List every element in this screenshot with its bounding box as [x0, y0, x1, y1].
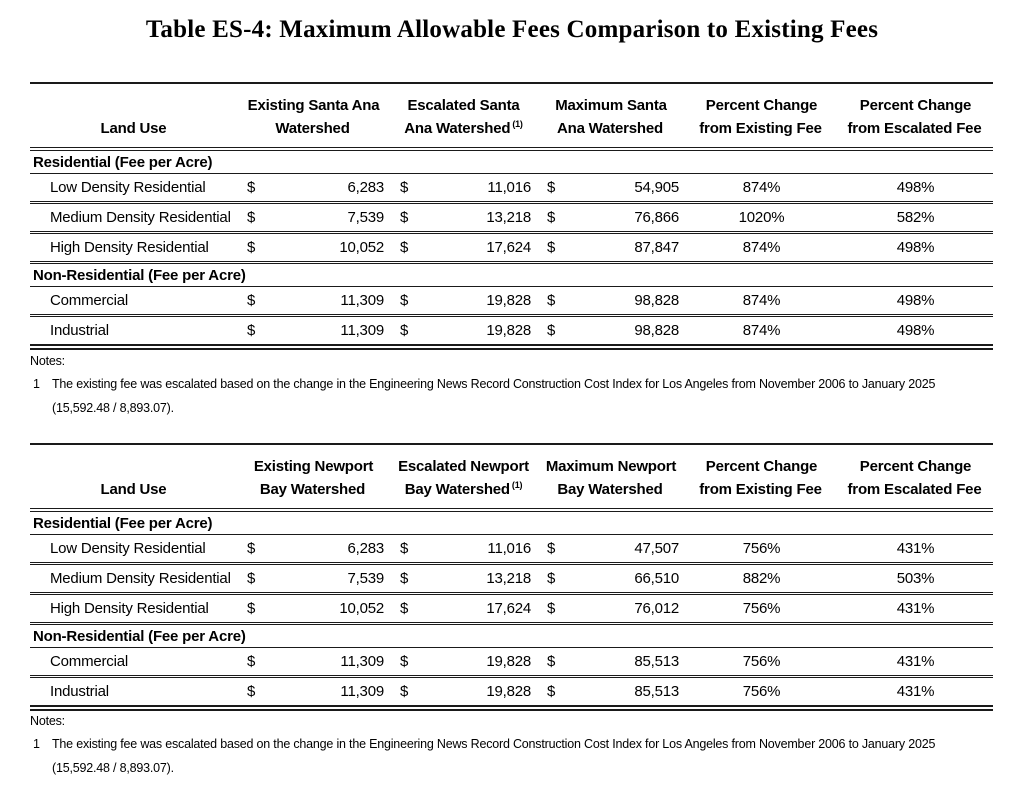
cell-existing-fee — [237, 540, 390, 557]
cell-pct-escalated: 498% — [896, 322, 935, 339]
cell-escalated-fee — [390, 653, 537, 670]
note-number: 1 — [33, 377, 40, 391]
table-bottom-rule — [30, 705, 993, 711]
dollar-sign: $ — [547, 239, 556, 256]
dollar-sign: $ — [247, 179, 256, 196]
cell-existing-fee — [237, 239, 390, 256]
cell-maximum-fee — [537, 179, 685, 196]
row-low-density-residential — [30, 535, 993, 562]
fee-amount: 17,624 — [486, 600, 531, 617]
col-header-escalated-watershed: Escalated Santa Ana Watershed $^{(1)}$ — [404, 96, 523, 137]
dollar-sign: $ — [547, 600, 556, 617]
table-santa-ana — [30, 82, 993, 350]
cell-land-use: Industrial — [50, 322, 109, 339]
cell-pct-escalated: 498% — [896, 179, 935, 196]
dollar-sign: $ — [400, 540, 409, 557]
fee-amount: 11,309 — [340, 683, 384, 700]
cell-land-use: Medium Density Residential — [50, 209, 231, 226]
fee-amount: 13,218 — [486, 570, 531, 587]
dollar-sign: $ — [247, 292, 256, 309]
dollar-sign: $ — [547, 540, 556, 557]
cell-escalated-fee — [390, 239, 537, 256]
cell-existing-fee — [237, 322, 390, 339]
col-header-maximum-watershed: Maximum Santa Ana Watershed — [555, 96, 667, 137]
cell-maximum-fee — [537, 239, 685, 256]
cell-pct-existing: 882% — [742, 570, 781, 587]
footnote-marker: (1) — [512, 118, 523, 129]
dollar-sign: $ — [247, 239, 256, 256]
note-text: The existing fee was escalated based on the change in the Engineering News Record Construction Cost Index for Los Angeles from November 2006 to January 2025 (15,592.48 / 8,893.07). — [52, 377, 936, 415]
dollar-sign: $ — [247, 322, 256, 339]
row-medium-density-residential — [30, 565, 993, 592]
cell-land-use: Low Density Residential — [50, 540, 206, 557]
row-commercial — [30, 648, 993, 675]
row-low-density-residential — [30, 174, 993, 201]
cell-land-use: Commercial — [50, 292, 129, 309]
fee-amount: 85,513 — [634, 683, 679, 700]
fee-amount: 19,828 — [486, 292, 531, 309]
dollar-sign: $ — [247, 209, 256, 226]
dollar-sign: $ — [400, 209, 409, 226]
cell-land-use: High Density Residential — [50, 600, 209, 617]
cell-pct-escalated: 582% — [896, 209, 935, 226]
dollar-sign: $ — [400, 239, 409, 256]
row-high-density-residential — [30, 595, 993, 622]
fee-amount: 10,052 — [339, 600, 384, 617]
note-item — [30, 733, 993, 781]
col-header-maximum-watershed: Maximum Newport Bay Watershed — [545, 457, 677, 498]
cell-escalated-fee — [390, 322, 537, 339]
cell-escalated-fee — [390, 683, 537, 700]
cell-existing-fee — [237, 209, 390, 226]
col-header-land-use: Land Use — [100, 119, 167, 137]
dollar-sign: $ — [400, 653, 409, 670]
row-medium-density-residential — [30, 204, 993, 231]
cell-pct-existing: 756% — [742, 540, 781, 557]
cell-escalated-fee — [390, 570, 537, 587]
fee-amount: 85,513 — [634, 653, 679, 670]
cell-land-use: Industrial — [50, 683, 109, 700]
fee-amount: 10,052 — [339, 239, 384, 256]
col-header-escalated-watershed: Escalated Newport Bay Watershed $^{(1)}$ — [398, 457, 529, 498]
col-header-pct-change-existing: Percent Change from Existing Fee — [699, 96, 822, 137]
cell-land-use: High Density Residential — [50, 239, 209, 256]
column-header-row — [30, 445, 993, 508]
col-header-existing-watershed: Existing Santa Ana Watershed — [247, 96, 380, 137]
cell-pct-existing: 874% — [742, 322, 781, 339]
fee-amount: 98,828 — [634, 322, 679, 339]
dollar-sign: $ — [547, 322, 556, 339]
dollar-sign: $ — [400, 322, 409, 339]
col-header-existing-watershed: Existing Newport Bay Watershed — [253, 457, 374, 498]
cell-pct-escalated: 431% — [896, 683, 935, 700]
fee-amount: 13,218 — [486, 209, 531, 226]
table-newport-bay — [30, 443, 993, 711]
dollar-sign: $ — [400, 683, 409, 700]
cell-existing-fee — [237, 600, 390, 617]
cell-existing-fee — [237, 179, 390, 196]
col-header-pct-change-existing: Percent Change from Existing Fee — [699, 457, 822, 498]
fee-amount: 54,905 — [634, 179, 679, 196]
dollar-sign: $ — [547, 209, 556, 226]
cell-existing-fee — [237, 570, 390, 587]
cell-escalated-fee — [390, 209, 537, 226]
cell-escalated-fee — [390, 600, 537, 617]
dollar-sign: $ — [547, 570, 556, 587]
fee-amount: 11,309 — [340, 653, 384, 670]
cell-maximum-fee — [537, 322, 685, 339]
fee-amount: 19,828 — [486, 683, 531, 700]
fee-amount: 11,309 — [340, 292, 384, 309]
section-header-residential: Residential (Fee per Acre) — [33, 153, 213, 171]
cell-maximum-fee — [537, 540, 685, 557]
fee-amount: 6,283 — [347, 179, 384, 196]
cell-maximum-fee — [537, 683, 685, 700]
cell-maximum-fee — [537, 292, 685, 309]
section-header-non-residential: Non-Residential (Fee per Acre) — [33, 627, 246, 645]
cell-escalated-fee — [390, 292, 537, 309]
fee-amount: 76,866 — [634, 209, 679, 226]
row-industrial — [30, 678, 993, 705]
cell-pct-escalated: 498% — [896, 292, 935, 309]
dollar-sign: $ — [400, 179, 409, 196]
section-header-residential: Residential (Fee per Acre) — [33, 514, 213, 532]
fee-amount: 66,510 — [634, 570, 679, 587]
notes-section-newport-bay — [30, 714, 993, 781]
cell-pct-escalated: 431% — [896, 600, 935, 617]
notes-label: Notes: — [30, 714, 65, 728]
cell-pct-existing: 874% — [742, 292, 781, 309]
fee-amount: 47,507 — [634, 540, 679, 557]
notes-label: Notes: — [30, 354, 65, 368]
cell-existing-fee — [237, 683, 390, 700]
cell-maximum-fee — [537, 600, 685, 617]
dollar-sign: $ — [247, 683, 256, 700]
fee-amount: 7,539 — [347, 209, 384, 226]
cell-maximum-fee — [537, 570, 685, 587]
cell-pct-existing: 874% — [742, 179, 781, 196]
dollar-sign: $ — [247, 570, 256, 587]
row-high-density-residential — [30, 234, 993, 261]
cell-pct-existing: 756% — [742, 653, 781, 670]
cell-pct-existing: 756% — [742, 600, 781, 617]
column-header-row — [30, 84, 993, 147]
row-commercial — [30, 287, 993, 314]
cell-existing-fee — [237, 653, 390, 670]
table-bottom-rule — [30, 344, 993, 350]
cell-maximum-fee — [537, 209, 685, 226]
cell-pct-escalated: 431% — [896, 540, 935, 557]
fee-amount: 87,847 — [634, 239, 679, 256]
dollar-sign: $ — [547, 179, 556, 196]
dollar-sign: $ — [400, 570, 409, 587]
note-item — [30, 373, 993, 421]
cell-existing-fee — [237, 292, 390, 309]
dollar-sign: $ — [400, 600, 409, 617]
cell-pct-existing: 756% — [742, 683, 781, 700]
cell-land-use: Medium Density Residential — [50, 570, 231, 587]
dollar-sign: $ — [547, 292, 556, 309]
cell-land-use: Commercial — [50, 653, 129, 670]
fee-amount: 76,012 — [634, 600, 679, 617]
cell-maximum-fee — [537, 653, 685, 670]
footnote-marker: (1) — [511, 479, 523, 490]
cell-escalated-fee — [390, 540, 537, 557]
fee-amount: 11,016 — [487, 540, 531, 557]
cell-pct-existing: 1020% — [738, 209, 785, 226]
dollar-sign: $ — [547, 683, 556, 700]
col-header-pct-change-escalated: Percent Change from Escalated Fee — [847, 96, 982, 137]
section-header-non-residential: Non-Residential (Fee per Acre) — [33, 266, 246, 284]
page-title: Table ES-4: Maximum Allowable Fees Comparison to Existing Fees — [145, 16, 879, 43]
fee-amount: 19,828 — [486, 653, 531, 670]
dollar-sign: $ — [547, 653, 556, 670]
fee-amount: 11,016 — [487, 179, 531, 196]
cell-escalated-fee — [390, 179, 537, 196]
fee-amount: 98,828 — [634, 292, 679, 309]
fee-amount: 6,283 — [347, 540, 384, 557]
note-number: 1 — [33, 737, 40, 751]
cell-pct-escalated: 431% — [896, 653, 935, 670]
dollar-sign: $ — [247, 600, 256, 617]
note-text: The existing fee was escalated based on the change in the Engineering News Record Construction Cost Index for Los Angeles from November 2006 to January 2025 (15,592.48 / 8,893.07). — [52, 737, 936, 775]
fee-amount: 19,828 — [486, 322, 531, 339]
cell-pct-escalated: 503% — [896, 570, 935, 587]
fee-amount: 17,624 — [486, 239, 531, 256]
col-header-pct-change-escalated: Percent Change from Escalated Fee — [847, 457, 982, 498]
fee-amount: 7,539 — [347, 570, 384, 587]
dollar-sign: $ — [247, 653, 256, 670]
cell-land-use: Low Density Residential — [50, 179, 206, 196]
dollar-sign: $ — [400, 292, 409, 309]
fee-amount: 11,309 — [340, 322, 384, 339]
dollar-sign: $ — [247, 540, 256, 557]
notes-section-santa-ana — [30, 354, 993, 421]
cell-pct-escalated: 498% — [896, 239, 935, 256]
col-header-land-use: Land Use — [100, 480, 167, 498]
cell-pct-existing: 874% — [742, 239, 781, 256]
row-industrial — [30, 317, 993, 344]
